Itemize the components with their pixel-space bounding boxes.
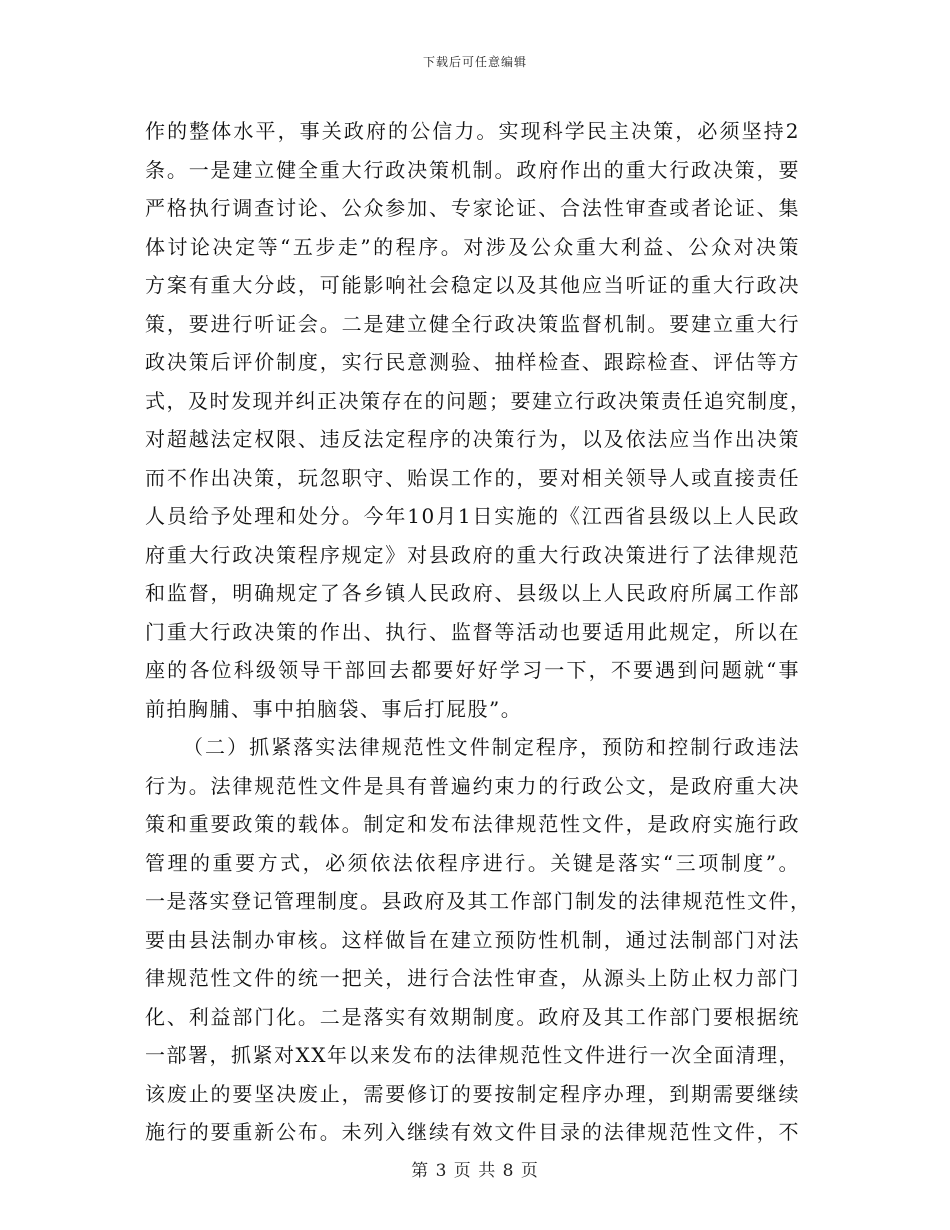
text-line: 体讨论决定等“五步走”的程序。对涉及公众重大利益、公众对决策 (145, 234, 800, 259)
text-line: 和监督，明确规定了各乡镇人民政府、县级以上人民政府所属工作部 (145, 581, 800, 605)
text-line: 策，要进行听证会。二是建立健全行政决策监督机制。要建立重大行 (145, 311, 800, 336)
text-line: 行为。法律规范性文件是具有普遍约束力的行政公文，是政府重大决 (145, 773, 800, 798)
text-line: 门重大行政决策的作出、执行、监督等活动也要适用此规定，所以在 (145, 619, 800, 644)
text-line: 对超越法定权限、违反法定程序的决策行为，以及依法应当作出决策 (145, 427, 800, 451)
text-line: 府重大行政决策程序规定》对县政府的重大行政决策进行了法律规范 (145, 542, 800, 567)
text-line: 策和重要政策的载体。制定和发布法律规范性文件，是政府实施行政 (145, 812, 800, 836)
text-line: 化、利益部门化。二是落实有效期制度。政府及其工作部门要根据统 (145, 1004, 800, 1029)
text-line: 管理的重要方式，必须依法依程序进行。关键是落实“三项制度”。 (145, 850, 800, 875)
text-line: 政决策后评价制度，实行民意测验、抽样检查、跟踪检查、评估等方 (145, 350, 800, 374)
text-line: 施行的要重新公布。未列入继续有效文件目录的法律规范性文件，不 (145, 1120, 800, 1144)
text-line: 前拍胸脯、事中拍脑袋、事后打屁股”。 (145, 696, 523, 721)
text-line: 一是落实登记管理制度。县政府及其工作部门制发的法律规范性文件， (145, 889, 812, 913)
text-line: 条。一是建立健全重大行政决策机制。政府作出的重大行政决策，要 (145, 157, 800, 182)
text-line: 该废止的要坚决废止，需要修订的要按制定程序办理，到期需要继续 (145, 1081, 800, 1106)
page-header: 下载后可任意编辑 (422, 55, 527, 69)
document-body (145, 112, 812, 1152)
text-line: 人员给予处理和处分。今年10月1日实施的《江西省县级以上人民政 (145, 504, 800, 528)
text-line: 式，及时发现并纠正决策存在的问题；要建立行政决策责任追究制度， (145, 388, 812, 413)
paragraph-start-line: （二）抓紧落实法律规范性文件制定程序，预防和控制行政违法 (183, 735, 800, 759)
text-line: 作的整体水平，事关政府的公信力。实现科学民主决策，必须坚持2 (145, 119, 800, 143)
text-line: 律规范性文件的统一把关，进行合法性审查，从源头上防止权力部门 (145, 966, 800, 990)
page-footer: 第 3 页 共 8 页 (411, 1161, 539, 1181)
text-line: 方案有重大分歧，可能影响社会稳定以及其他应当听证的重大行政决 (145, 273, 800, 297)
text-line: 严格执行调查讨论、公众参加、专家论证、合法性审查或者论证、集 (145, 196, 800, 220)
text-line: 而不作出决策，玩忽职守、贻误工作的，要对相关领导人或直接责任 (145, 465, 800, 490)
text-line: 一部署，抓紧对XX年以来发布的法律规范性文件进行一次全面清理， (145, 1043, 800, 1067)
text-line: 座的各位科级领导干部回去都要好好学习一下，不要遇到问题就“事 (145, 658, 800, 682)
text-line: 要由县法制办审核。这样做旨在建立预防性机制，通过法制部门对法 (145, 927, 800, 952)
